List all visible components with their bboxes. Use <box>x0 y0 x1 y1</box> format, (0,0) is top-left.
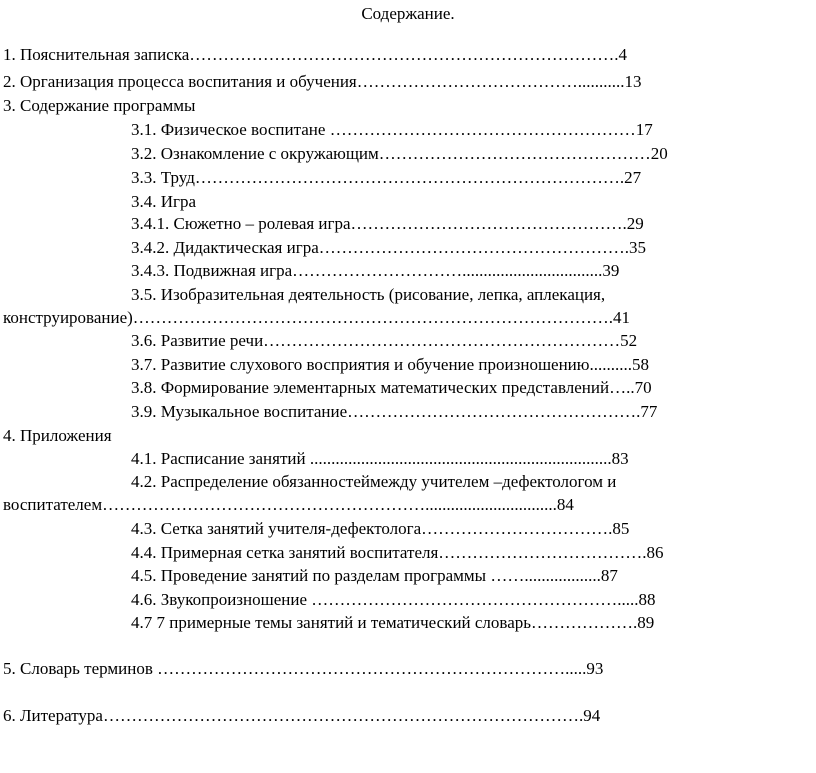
toc-entry: 1. Пояснительная записка………………………………………………………………….4 <box>3 45 628 64</box>
toc-entry: 4.5. Проведение занятий по разделам программы ……..................87 <box>131 566 618 585</box>
toc-entry: 3.8. Формирование элементарных математических представлений…..70 <box>131 378 652 397</box>
toc-entry: 3.7. Развитие слухового восприятия и обучение произношению..........58 <box>131 355 649 374</box>
toc-entry: 3.4.1. Сюжетно – ролевая игра………………………………………….29 <box>131 214 644 233</box>
toc-entry: 2. Организация процесса воспитания и обучения…………………………………...........13 <box>3 72 642 91</box>
toc-entry: 4.1. Расписание занятий .......................................................................83 <box>131 449 629 468</box>
toc-entry: 3.5. Изобразительная деятельность (рисование, лепка, аплекация, <box>131 285 606 304</box>
toc-entry: 3.2. Ознакомление с окружающим…………………………………………20 <box>131 144 668 163</box>
toc-entry: 3. Содержание программы <box>3 96 196 115</box>
toc-entry: 6. Литература………………………………………………………………………….94 <box>3 706 601 725</box>
toc-entry: воспитателем…………………………………………………...............................84 <box>3 495 574 514</box>
toc-entry: конструирование)………………………………………………………………………….41 <box>3 308 631 327</box>
toc-entry: 4.7 7 примерные темы занятий и тематический словарь……………….89 <box>131 613 655 632</box>
toc-entry: 5. Словарь терминов ……………………………………………………………….....93 <box>3 659 604 678</box>
toc-entry: 3.4. Игра <box>131 192 197 211</box>
toc-entry: 4.6. Звукопроизношение ……………………………………………….....88 <box>131 590 656 609</box>
toc-title: Содержание. <box>361 4 455 23</box>
toc-entry: 3.1. Физическое воспитане ………………………………………………17 <box>131 120 653 139</box>
toc-entry: 4. Приложения <box>3 426 112 445</box>
toc-entry: 3.3. Труд………………………………………………………………….27 <box>131 168 642 187</box>
toc-entry: 4.2. Распределение обязанностеймежду учителем –дефектологом и <box>131 472 617 491</box>
toc-entry: 3.6. Развитие речи………………………………………………………52 <box>131 331 638 350</box>
toc-entry: 3.9. Музыкальное воспитание…………………………………………….77 <box>131 402 658 421</box>
toc-entry: 4.4. Примерная сетка занятий воспитателя……………………………….86 <box>131 543 664 562</box>
toc-entry: 4.3. Сетка занятий учителя-дефектолога…………………………….85 <box>131 519 630 538</box>
toc-entry: 3.4.2. Дидактическая игра……………………………………………….35 <box>131 238 646 257</box>
toc-entry: 3.4.3. Подвижная игра………………………….................................39 <box>131 261 620 280</box>
